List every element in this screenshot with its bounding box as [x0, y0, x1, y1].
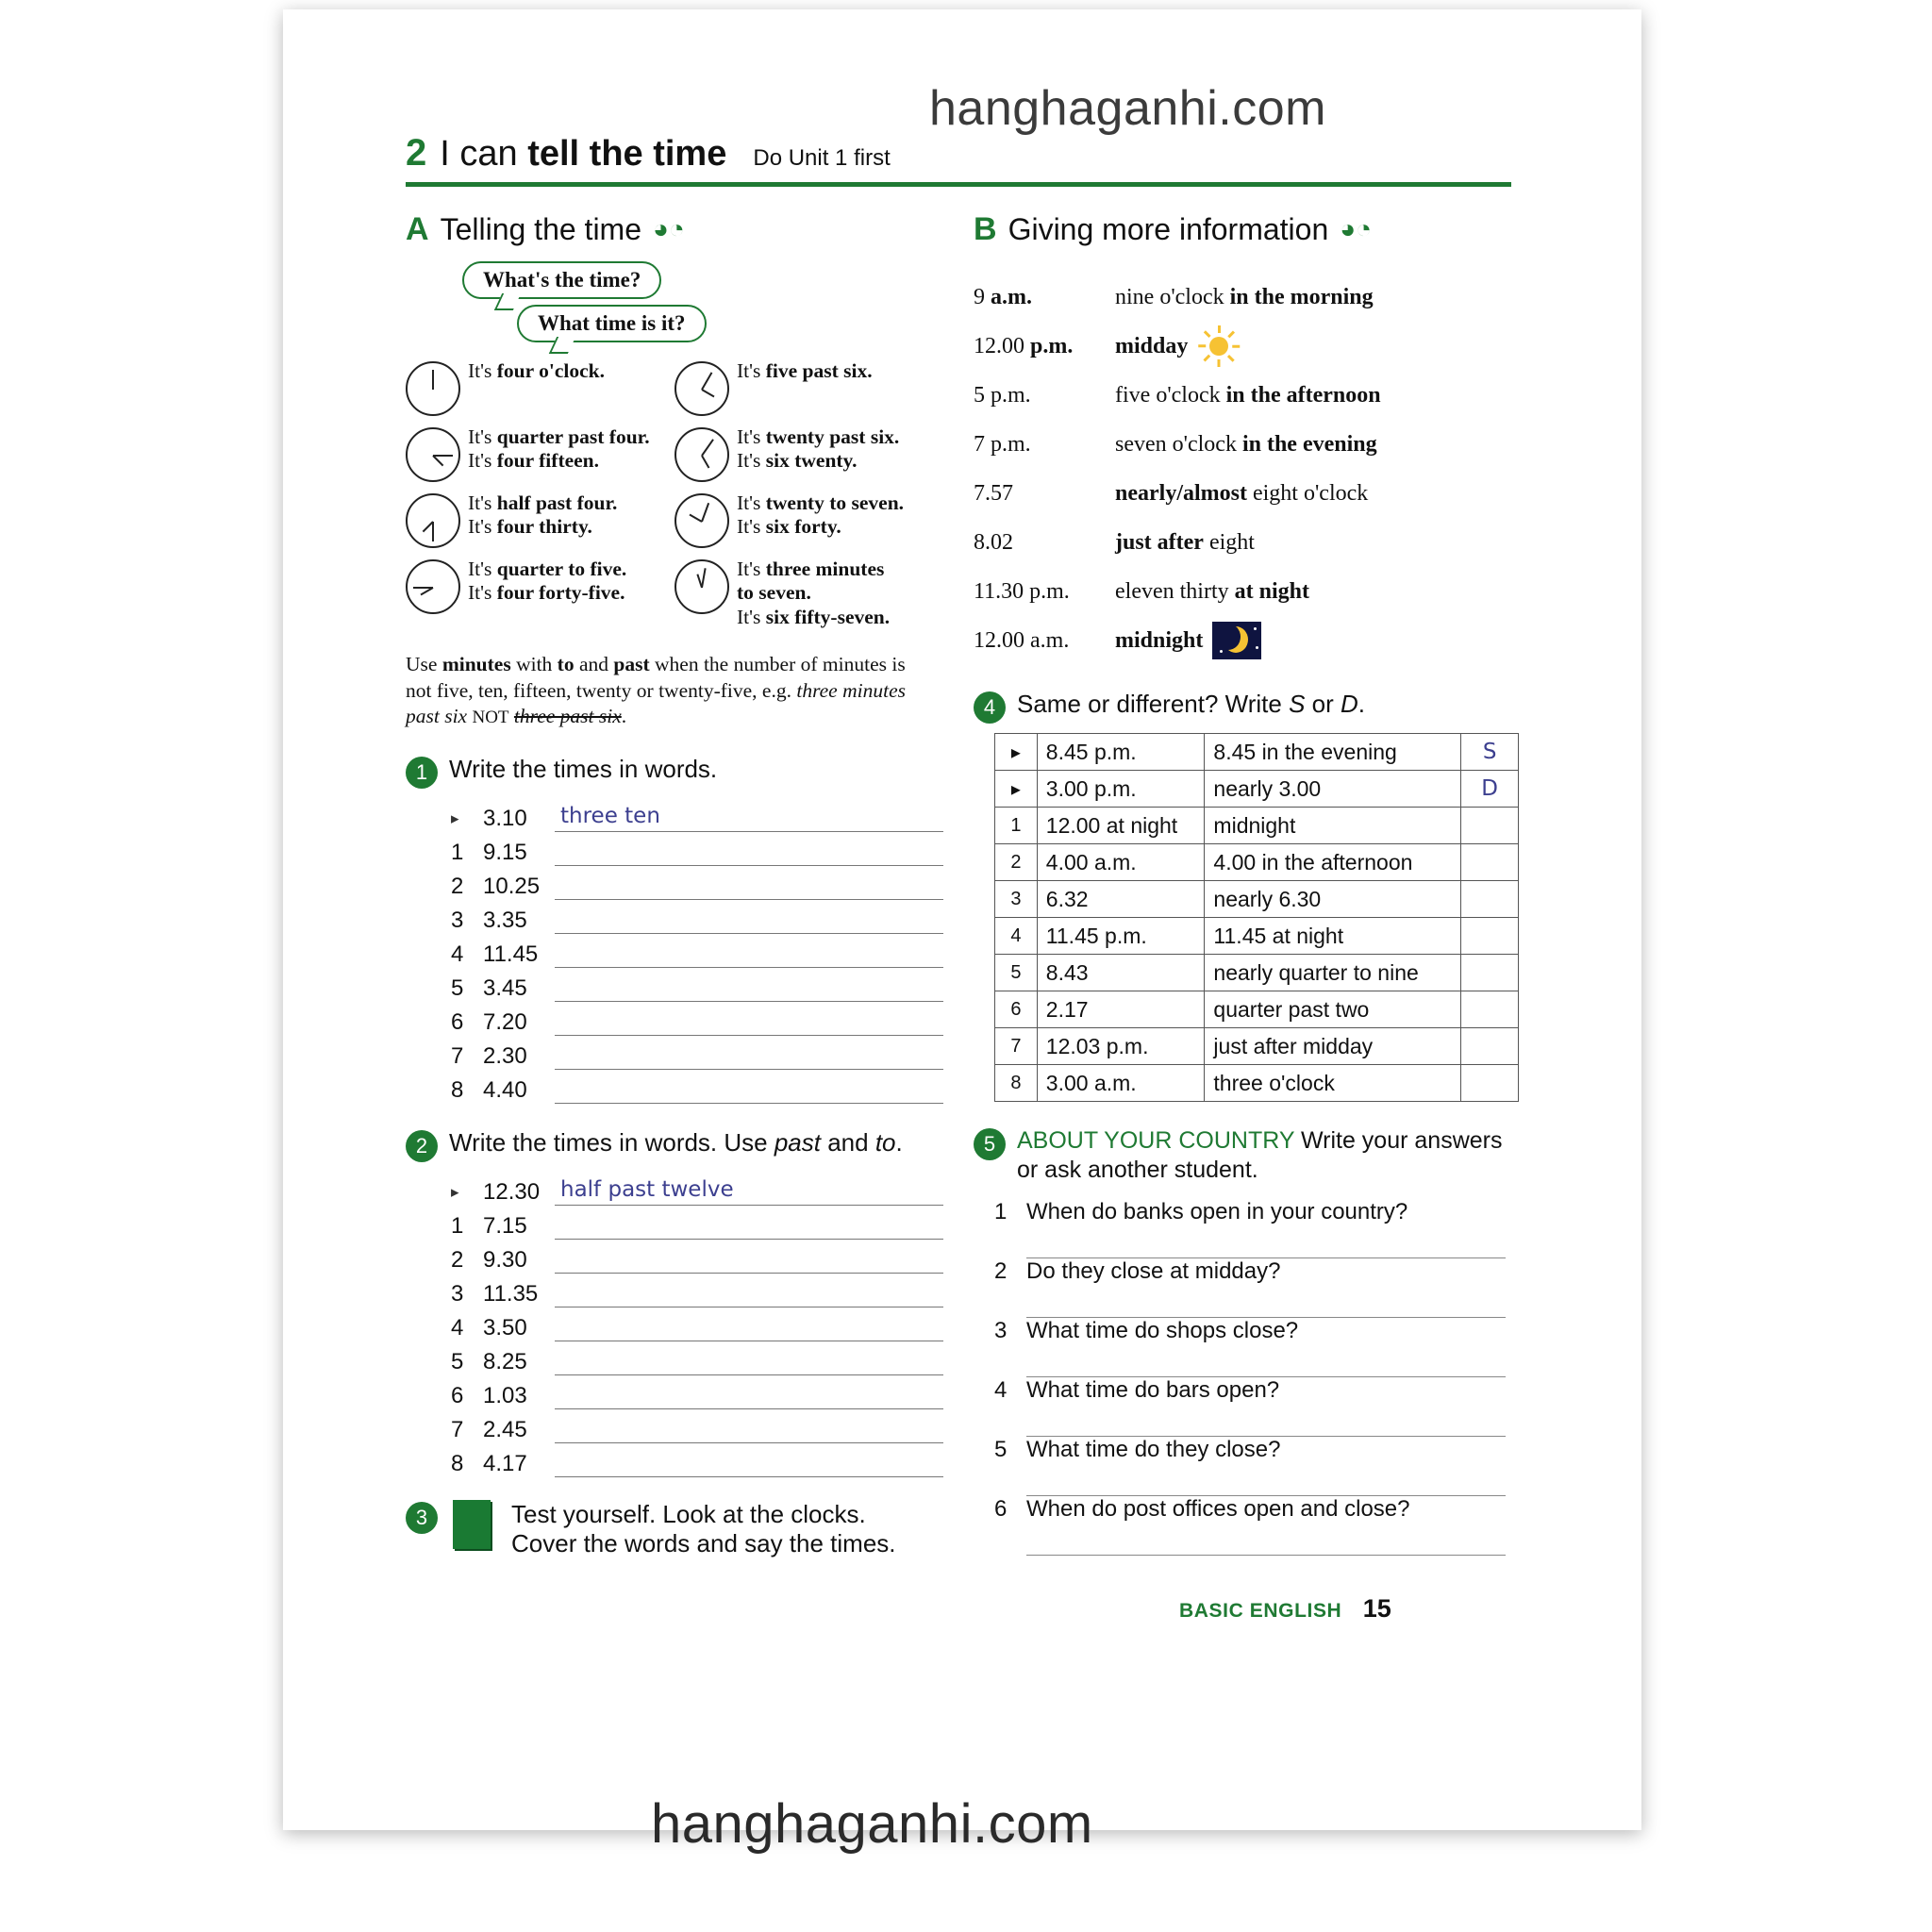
answer-text: three ten: [560, 803, 660, 828]
time-label: 11.30 p.m.: [974, 578, 1070, 604]
list-item: [451, 798, 943, 832]
answer-field[interactable]: [1026, 1469, 1506, 1496]
exercise-5-instruction: ABOUT YOUR COUNTRY Write your answers or ask another student.: [1017, 1127, 1503, 1184]
answer-field[interactable]: [555, 1316, 943, 1341]
clock-caption: It's three minutes to seven. It's six fifty-seven.: [737, 558, 891, 628]
time-label: 9 a.m.: [974, 284, 1032, 309]
list-item: 2 Do they close at midday?: [994, 1257, 1281, 1284]
header-rule: [406, 182, 1511, 187]
list-item: 5 What time do they close?: [994, 1436, 1281, 1462]
table-row: ▸ 8.45 p.m. 8.45 in the evening S: [995, 734, 1519, 771]
answer-field[interactable]: [555, 1350, 943, 1375]
bubble-2-text: What time is it?: [538, 311, 686, 335]
clock-icon: [675, 493, 729, 548]
section-a-title: Telling the time: [440, 212, 641, 246]
list-item: [974, 616, 1519, 665]
list-item: 6 When do post offices open and close?: [994, 1495, 1410, 1522]
list-item: 4 11.45: [451, 934, 943, 968]
answer-field[interactable]: [555, 874, 943, 900]
watermark-bottom: hanghaganhi.com: [651, 1793, 1093, 1855]
answer-field[interactable]: [555, 1384, 943, 1409]
page-title: I can tell the time: [440, 134, 727, 174]
answer-field[interactable]: [555, 976, 943, 1002]
answer-field[interactable]: [555, 1282, 943, 1307]
clock-item: [406, 491, 675, 548]
column-right: [974, 211, 1519, 1558]
answer-field[interactable]: [555, 1044, 943, 1070]
list-item: [974, 371, 1519, 420]
time-label: 12.00 p.m.: [974, 333, 1074, 358]
answer-field[interactable]: [1026, 1291, 1506, 1318]
time-label: 8.02: [974, 529, 1013, 555]
answer-cell[interactable]: [1461, 991, 1519, 1028]
answer-cell[interactable]: [1461, 808, 1519, 844]
clock-caption: It's half past four. It's four thirty.: [468, 491, 618, 539]
list-item: [974, 273, 1519, 322]
watermark-top: hanghaganhi.com: [929, 81, 1326, 136]
clock-column-left: [406, 359, 675, 639]
exercise-4-instruction: Same or different? Write S or D.: [1017, 690, 1365, 718]
answer-field[interactable]: [555, 1418, 943, 1443]
clock-caption: It's five past six.: [737, 359, 873, 382]
answer-field[interactable]: [555, 803, 943, 832]
table-row: 1 12.00 at night midnight: [995, 808, 1519, 844]
clock-icon: [406, 361, 460, 416]
answer-field[interactable]: [555, 908, 943, 934]
clock-icon: [675, 361, 729, 416]
exercise-1: [406, 755, 943, 1104]
list-item: 8 4.40: [451, 1070, 943, 1104]
table-row: 6 2.17 quarter past two: [995, 991, 1519, 1028]
clock-icon: [406, 559, 460, 614]
table-row: 4 11.45 p.m. 11.45 at night: [995, 918, 1519, 955]
list-item: 3 What time do shops close?: [994, 1317, 1299, 1343]
clock-icon: [675, 427, 729, 482]
clock-item: [675, 491, 943, 548]
clock-caption: It's four o'clock.: [468, 359, 606, 382]
answer-cell[interactable]: [1461, 881, 1519, 918]
answer-field[interactable]: [555, 1078, 943, 1104]
answer-field[interactable]: [1026, 1528, 1506, 1556]
speech-bubble-1: [462, 261, 661, 299]
section-b-header: [974, 211, 1519, 248]
exercise-4-number: 4: [974, 691, 1006, 724]
moon-icon: [1212, 622, 1261, 659]
table-row: ▸ 3.00 p.m. nearly 3.00 D: [995, 771, 1519, 808]
answer-cell[interactable]: S: [1461, 734, 1519, 771]
exercise-1-instruction: Write the times in words.: [449, 754, 718, 783]
section-a-header: [406, 211, 943, 248]
list-item: 7 2.45: [451, 1409, 943, 1443]
time-description: nearly/almost eight o'clock: [1115, 480, 1369, 506]
same-or-different-table: [994, 733, 1519, 1102]
bubble-tail-icon: [494, 293, 521, 310]
page-content: [406, 132, 1519, 1558]
page-footer: [1179, 1594, 1391, 1624]
column-left: [406, 211, 943, 1558]
clock-icon: [406, 493, 460, 548]
time-label: 7 p.m.: [974, 431, 1031, 457]
clock-caption: It's quarter to five. It's four forty-five.: [468, 558, 627, 605]
table-row: 7 12.03 p.m. just after midday: [995, 1028, 1519, 1065]
list-item: 1 When do banks open in your country?: [994, 1198, 1408, 1224]
answer-cell[interactable]: [1461, 1028, 1519, 1065]
table-row: 3 6.32 nearly 6.30: [995, 881, 1519, 918]
clock-icon: [406, 427, 460, 482]
exercise-1-number: 1: [406, 757, 438, 789]
clock-item: [406, 359, 675, 416]
answer-field[interactable]: [1026, 1409, 1506, 1437]
answer-cell[interactable]: [1461, 918, 1519, 955]
time-label: 12.00 a.m.: [974, 627, 1070, 653]
list-item: ▸ 12.30 half past twelve: [451, 1172, 943, 1206]
answer-field[interactable]: [555, 1010, 943, 1036]
clock-item: [406, 558, 675, 614]
answer-cell[interactable]: [1461, 955, 1519, 991]
item-time: 3.10: [483, 805, 527, 831]
list-item: 2 9.30: [451, 1240, 943, 1274]
exercise-5: [974, 1126, 1519, 1556]
list-item: 1 9.15: [451, 832, 943, 866]
answer-cell[interactable]: [1461, 1065, 1519, 1102]
answer-field[interactable]: [555, 1214, 943, 1240]
answer-cell[interactable]: [1461, 844, 1519, 881]
footer-label: BASIC ENGLISH: [1179, 1600, 1342, 1622]
list-item: [974, 420, 1519, 469]
answer-text: half past twelve: [560, 1176, 734, 1202]
exercise-3: [406, 1500, 943, 1558]
list-item: 7 2.30: [451, 1036, 943, 1070]
time-description: midday: [1115, 333, 1189, 358]
clock-caption: It's quarter past four. It's four fifteen.: [468, 425, 650, 473]
answer-field[interactable]: [1026, 1350, 1506, 1377]
bubble-tail-icon: [549, 337, 575, 354]
exercise-2-items: [451, 1172, 943, 1477]
list-item: 5 3.45: [451, 968, 943, 1002]
answer-field[interactable]: [555, 1248, 943, 1274]
exercise-2: [406, 1128, 943, 1477]
answer-field[interactable]: [555, 942, 943, 968]
list-item: 3 11.35: [451, 1274, 943, 1307]
table-row: 2 4.00 a.m. 4.00 in the afternoon: [995, 844, 1519, 881]
time-expressions-list: [974, 273, 1519, 665]
list-item: 8 4.17: [451, 1443, 943, 1477]
list-item: 1 7.15: [451, 1206, 943, 1240]
answer-cell[interactable]: D: [1461, 771, 1519, 808]
time-description: eleven thirty at night: [1115, 578, 1309, 604]
time-description: just after eight: [1115, 529, 1255, 555]
answer-field[interactable]: [1026, 1231, 1506, 1258]
section-a-letter: A: [406, 211, 429, 247]
exercise-5-number: 5: [974, 1128, 1006, 1160]
sun-icon: [1197, 325, 1241, 368]
exercise-5-questions: [994, 1199, 1519, 1556]
bubble-1-text: What's the time?: [483, 268, 641, 291]
exercise-3-instruction: Test yourself. Look at the clocks. Cover the words and say the times.: [511, 1499, 896, 1557]
clock-column-right: [675, 359, 943, 639]
clock-examples: [406, 359, 943, 639]
usage-note: Use minutes with to and past when the number of minutes is not five, ten, fifteen, twenty or twenty-five, e.g. three minutes past six NOT three past six.: [406, 653, 906, 728]
headphones-icon: ◕◔: [1340, 214, 1373, 244]
section-b-letter: B: [974, 211, 997, 247]
unit-number: 2: [406, 132, 427, 174]
exercise-4: [974, 690, 1519, 1102]
time-label: 5 p.m.: [974, 382, 1031, 408]
clock-icon: [675, 559, 729, 614]
time-description: five o'clock in the afternoon: [1115, 382, 1381, 408]
clock-item: [675, 425, 943, 482]
answer-field[interactable]: [555, 1176, 943, 1206]
clock-item: [406, 425, 675, 482]
answer-field[interactable]: [555, 1452, 943, 1477]
time-description: seven o'clock in the evening: [1115, 431, 1377, 457]
list-item: 3 3.35: [451, 900, 943, 934]
clock-item: [675, 558, 943, 629]
speech-bubble-2: [517, 305, 707, 342]
answer-field[interactable]: [555, 841, 943, 866]
list-item: [974, 469, 1519, 518]
clock-item: [675, 359, 943, 416]
section-b-title: Giving more information: [1008, 212, 1329, 246]
time-label: 7.57: [974, 480, 1013, 506]
exercise-1-items: [451, 798, 943, 1104]
list-item: 4 3.50: [451, 1307, 943, 1341]
headphones-icon: ◕◔: [653, 214, 685, 244]
page-number: 15: [1362, 1594, 1391, 1623]
unit-header: [406, 132, 1519, 175]
exercise-2-number: 2: [406, 1130, 438, 1162]
list-item: [974, 518, 1519, 567]
list-item: [974, 322, 1519, 371]
clock-caption: It's twenty past six. It's six twenty.: [737, 425, 900, 473]
do-first-note: Do Unit 1 first: [753, 145, 891, 171]
table-row: 8 3.00 a.m. three o'clock: [995, 1065, 1519, 1102]
time-description: midnight: [1115, 627, 1204, 653]
green-card-icon: [453, 1500, 491, 1549]
clock-caption: It's twenty to seven. It's six forty.: [737, 491, 905, 539]
exercise-2-instruction: Write the times in words. Use past and to.: [449, 1127, 903, 1157]
time-description: nine o'clock in the morning: [1115, 284, 1374, 309]
list-item: [974, 567, 1519, 616]
list-item: 6 7.20: [451, 1002, 943, 1036]
exercise-3-number: 3: [406, 1502, 438, 1534]
list-item: 4 What time do bars open?: [994, 1376, 1280, 1403]
table-row: 5 8.43 nearly quarter to nine: [995, 955, 1519, 991]
list-item: 6 1.03: [451, 1375, 943, 1409]
list-item: 2 10.25: [451, 866, 943, 900]
list-item: 5 8.25: [451, 1341, 943, 1375]
example-marker: ▸: [451, 808, 459, 827]
